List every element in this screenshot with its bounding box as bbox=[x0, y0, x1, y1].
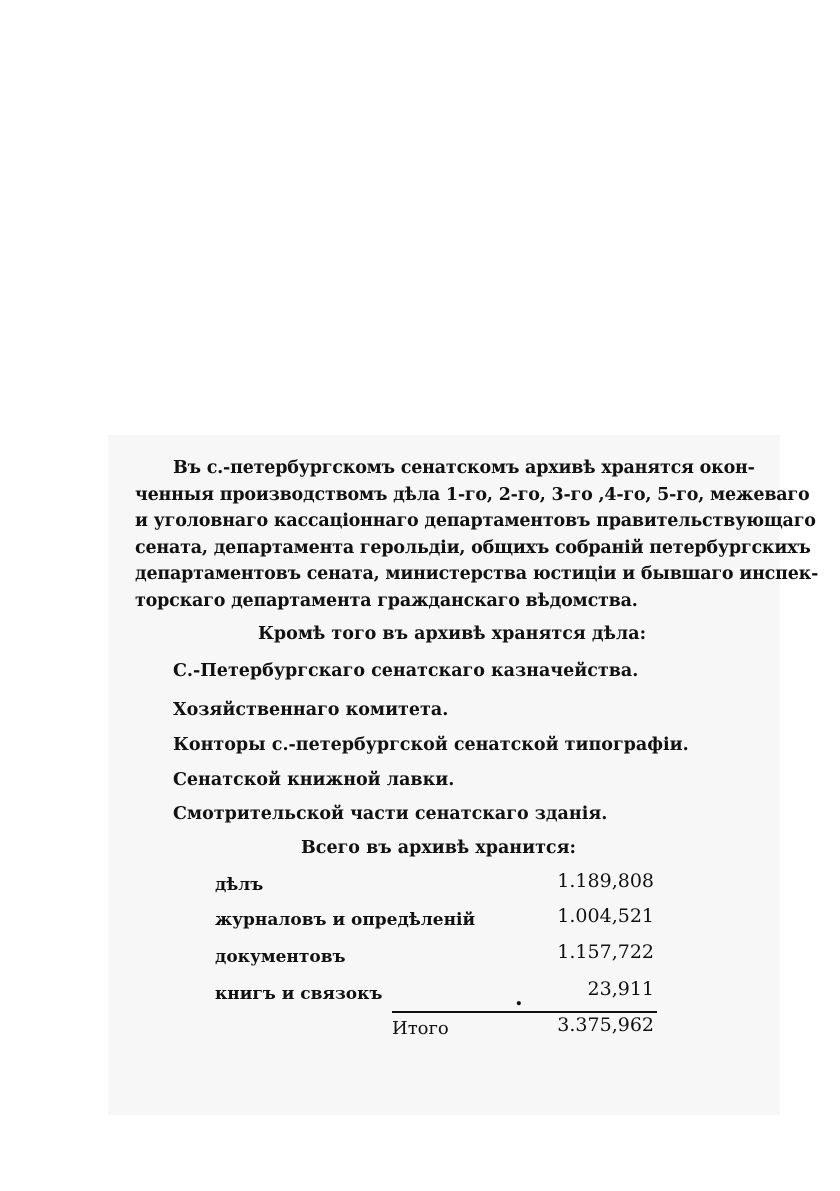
list-item: Конторы с.-петербургской сенатской типографіи. bbox=[173, 735, 689, 755]
table-row-value: 1.004,521 bbox=[557, 905, 654, 927]
also-heading: Кромѣ того въ архивѣ хранятся дѣла: bbox=[258, 624, 647, 644]
paragraph-line: ченныя производствомъ дѣла 1-го, 2-го, 3-го ,4-го, 5-го, межеваго bbox=[135, 484, 810, 505]
table-row-label: документовъ bbox=[215, 947, 346, 967]
table-row-label: дѣлъ bbox=[215, 875, 264, 895]
table-row-value: 1.157,722 bbox=[557, 941, 654, 963]
total-divider bbox=[392, 1011, 657, 1013]
list-item: С.-Петербургскаго сенатскаго казначейства. bbox=[173, 661, 639, 681]
table-row-value: 1.189,808 bbox=[557, 870, 654, 892]
paragraph-line: торскаго департамента гражданскаго вѣдомства. bbox=[135, 590, 638, 611]
total-label: Итого bbox=[392, 1018, 449, 1039]
table-row-label: журналовъ и опредѣленій bbox=[215, 910, 476, 930]
archive-paragraph bbox=[135, 455, 819, 615]
total-value: 3.375,962 bbox=[557, 1014, 654, 1036]
paragraph-line: сената, департамента герольдіи, общихъ собраній петербургскихъ bbox=[135, 537, 811, 558]
list-item: Хозяйственнаго комитета. bbox=[173, 700, 449, 720]
dot-mark: . bbox=[515, 985, 523, 1011]
paragraph-line: департаментовъ сената, министерства юстиціи и бывшаго инспек- bbox=[135, 564, 819, 585]
table-row-value: 23,911 bbox=[587, 978, 654, 1000]
table-row-label: книгъ и связокъ bbox=[215, 984, 383, 1004]
list-item: Смотрительской части сенатскаго зданія. bbox=[173, 804, 608, 824]
paragraph-line: и уголовнаго кассаціоннаго департаментовъ правительствующаго bbox=[135, 511, 816, 532]
paragraph-line: Въ с.-петербургскомъ сенатскомъ архивѣ хранятся окон- bbox=[173, 458, 755, 478]
list-item: Сенатской книжной лавки. bbox=[173, 770, 455, 790]
totals-heading: Всего въ архивѣ хранится: bbox=[301, 838, 576, 858]
